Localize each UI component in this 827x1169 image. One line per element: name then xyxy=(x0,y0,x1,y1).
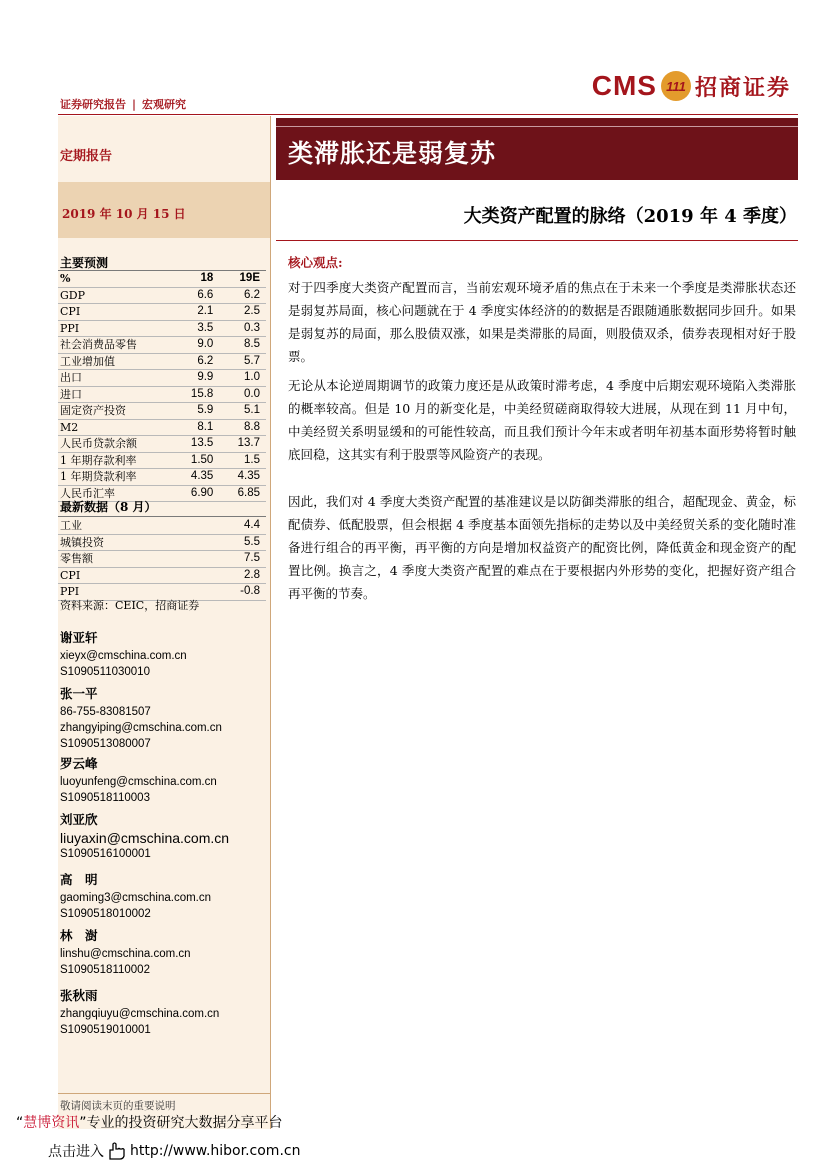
table-row xyxy=(58,452,266,469)
latest-table xyxy=(58,518,266,601)
row-label: 零售额 xyxy=(58,551,209,568)
report-subtitle: 大类资产配置的脉络（2019 年 4 季度） xyxy=(463,206,797,227)
forecast-title: 主要预测 xyxy=(60,256,109,270)
analyst-email[interactable]: xieyx@cmschina.com.cn xyxy=(60,650,187,662)
analyst-name: 谢亚轩 xyxy=(60,630,98,645)
analyst-license: S1090518110002 xyxy=(60,964,150,976)
value-18: 4.35 xyxy=(165,469,215,486)
table-row xyxy=(58,320,266,337)
value-18: 5.9 xyxy=(165,403,215,420)
promo-highlight: 慧博资讯 xyxy=(23,1115,80,1131)
table-row xyxy=(58,386,266,403)
value-19e: 6.2 xyxy=(215,287,266,304)
table-header-row xyxy=(58,271,266,287)
value-18: 3.5 xyxy=(165,320,215,337)
row-value: 4.4 xyxy=(209,518,266,534)
row-label: 人民币贷款余额 xyxy=(58,436,165,453)
value-18: 2.1 xyxy=(165,304,215,321)
table-row xyxy=(58,403,266,420)
row-value: 7.5 xyxy=(209,551,266,568)
promo-enter: 点击进入 xyxy=(48,1144,104,1160)
analyst-card xyxy=(60,686,222,752)
promo-url[interactable]: http://www.hibor.com.cn xyxy=(130,1143,301,1159)
row-label: 1 年期存款利率 xyxy=(58,452,165,469)
value-19e: 8.5 xyxy=(215,337,266,354)
row-label: 进口 xyxy=(58,386,165,403)
row-label: M2 xyxy=(58,419,165,436)
value-18: 15.8 xyxy=(165,386,215,403)
analyst-license: S1090518010002 xyxy=(60,908,151,920)
paragraph: 因此，我们对 4 季度大类资产配置的基准建议是以防御类滞胀的组合，超配现金、黄金，标配债券、低配股票，但会根据 4 季度基本面领先指标的走势以及中美经贸关系的变化随时准备进行组合的再平衡，再平衡的方向是增加权益资产的配资比例，降低黄金和现金资产的配置比例。换言之，4 季度大类资产配置的难点在于要根据内外形势的变化，把握好资产组合再平衡的节奏。 xyxy=(288,494,796,601)
analyst-card xyxy=(60,872,211,922)
value-19e: 6.85 xyxy=(215,485,266,502)
value-19e: 0.3 xyxy=(215,320,266,337)
analyst-phone: 86-755-83081507 xyxy=(60,706,151,718)
table-row xyxy=(58,419,266,436)
analyst-card xyxy=(60,988,219,1038)
cms-logo xyxy=(592,66,791,106)
row-label: CPI xyxy=(58,567,209,584)
row-value: 2.8 xyxy=(209,567,266,584)
value-18: 13.5 xyxy=(165,436,215,453)
paragraph: 对于四季度大类资产配置而言，当前宏观环境矛盾的焦点在于未来一个季度是类滞胀状态还是弱复苏局面，核心问题就在于 4 季度实体经济的的数据是否跟随通胀数据同步回升。如果是弱复苏的局面，那么股债双涨，如果是类滞胀的局面，则股债双杀，债券表现相对好于股票。 xyxy=(288,280,796,364)
paragraph: 无论从本论逆周期调节的政策力度还是从政策时滞考虑，4 季度中后期宏观环境陷入类滞胀的概率较高。但是 10 月的新变化是，中美经贸磋商取得较大进展，从现在到 11 月中旬，中美经贸关系明显缓和的可能性较高，而且我们预计今年末或者明年初基本面形势将暂时触底回稳，这其实有利于股票等风险资产的表现。 xyxy=(288,378,796,462)
value-19e: 1.0 xyxy=(215,370,266,387)
value-18: 9.9 xyxy=(165,370,215,387)
table-row xyxy=(58,551,266,568)
value-19e: 1.5 xyxy=(215,452,266,469)
table-row xyxy=(58,353,266,370)
analyst-card xyxy=(60,812,229,862)
footer-rule xyxy=(58,1093,270,1094)
analyst-license: S1090513080007 xyxy=(60,738,151,750)
logo-chinese: 招商证券 xyxy=(694,74,791,101)
header-cell: 18 xyxy=(165,271,215,287)
report-type: 定期报告 xyxy=(60,149,113,164)
analyst-name: 刘亚欣 xyxy=(60,812,98,827)
report-date: 2019 年 10 月 15 日 xyxy=(62,207,186,221)
analyst-email[interactable]: zhangqiuyu@cmschina.com.cn xyxy=(60,1008,220,1020)
analyst-card xyxy=(60,756,217,806)
table-row xyxy=(58,567,266,584)
analyst-name: 高 明 xyxy=(60,872,98,887)
row-label: 固定资产投资 xyxy=(58,403,165,420)
row-label: PPI xyxy=(58,320,165,337)
analyst-card xyxy=(60,928,191,978)
analyst-license: S1090518110003 xyxy=(60,792,150,804)
promo-quote-close: ” xyxy=(79,1115,87,1131)
disclaimer-note: 敬请阅读末页的重要说明 xyxy=(60,1100,176,1112)
analyst-email[interactable]: linshu@cmschina.com.cn xyxy=(60,948,191,960)
row-label: 工业增加值 xyxy=(58,353,165,370)
analyst-name: 张秋雨 xyxy=(60,988,98,1003)
promo-line xyxy=(16,1112,283,1132)
subtitle-rule xyxy=(276,240,798,241)
table-row xyxy=(58,370,266,387)
row-value: 5.5 xyxy=(209,534,266,551)
latest-rule xyxy=(58,516,266,517)
value-18: 6.6 xyxy=(165,287,215,304)
pointing-hand-icon xyxy=(106,1141,128,1161)
analyst-name: 罗云峰 xyxy=(60,756,98,771)
table-row xyxy=(58,304,266,321)
core-view-label: 核心观点: xyxy=(288,255,343,270)
header-cell: 19E xyxy=(215,271,266,287)
table-row xyxy=(58,469,266,486)
analyst-name: 张一平 xyxy=(60,686,98,701)
promo-text: 专业的投资研究大数据分享平台 xyxy=(86,1115,283,1131)
latest-title: 最新数据（8 月） xyxy=(60,500,157,514)
logo-latin: CMS xyxy=(591,70,657,101)
analyst-email[interactable]: luoyunfeng@cmschina.com.cn xyxy=(60,776,217,788)
row-label: 人民币汇率 xyxy=(58,485,165,502)
category-research: 证券研究报告 xyxy=(60,98,126,111)
value-19e: 5.1 xyxy=(215,403,266,420)
table-row xyxy=(58,337,266,354)
row-value: -0.8 xyxy=(209,584,266,601)
analyst-license: S1090516100001 xyxy=(60,848,151,860)
value-19e: 5.7 xyxy=(215,353,266,370)
value-19e: 2.5 xyxy=(215,304,266,321)
analyst-email[interactable]: liuyaxin@cmschina.com.cn xyxy=(60,830,230,846)
value-19e: 8.8 xyxy=(215,419,266,436)
value-18: 8.1 xyxy=(165,419,215,436)
category-macro: 宏观研究 xyxy=(142,98,187,111)
analyst-license: S1090511030010 xyxy=(60,666,150,678)
row-label: GDP xyxy=(58,287,165,304)
row-label: CPI xyxy=(58,304,165,321)
report-title: 类滞胀还是弱复苏 xyxy=(288,139,497,168)
sidebar-divider xyxy=(270,116,271,1129)
header-cell: % xyxy=(58,271,165,287)
analyst-email[interactable]: zhangyiping@cmschina.com.cn xyxy=(60,722,222,734)
row-label: 工业 xyxy=(58,518,209,534)
row-label: PPI xyxy=(58,584,209,601)
value-19e: 0.0 xyxy=(215,386,266,403)
analyst-name: 林 澍 xyxy=(60,928,98,943)
row-label: 1 年期贷款利率 xyxy=(58,469,165,486)
value-18: 6.2 xyxy=(165,353,215,370)
table-row xyxy=(58,518,266,534)
row-label: 社会消费品零售 xyxy=(58,337,165,354)
logo-mark-icon: 111 xyxy=(661,71,691,101)
analyst-email[interactable]: gaoming3@cmschina.com.cn xyxy=(60,892,212,904)
forecast-table xyxy=(58,271,266,502)
value-19e: 4.35 xyxy=(215,469,266,486)
promo-link-line xyxy=(48,1141,300,1161)
category-separator: | xyxy=(132,98,137,111)
data-source: 资料来源：CEIC，招商证券 xyxy=(60,599,200,612)
table-row xyxy=(58,436,266,453)
analyst-card xyxy=(60,630,187,680)
table-row xyxy=(58,534,266,551)
report-category xyxy=(60,96,186,112)
value-18: 6.90 xyxy=(165,485,215,502)
table-row xyxy=(58,287,266,304)
value-19e: 13.7 xyxy=(215,436,266,453)
value-18: 9.0 xyxy=(165,337,215,354)
promo-quote-open: “ xyxy=(16,1115,24,1131)
header-rule xyxy=(58,114,798,115)
analyst-license: S1090519010001 xyxy=(60,1024,151,1036)
row-label: 出口 xyxy=(58,370,165,387)
value-18: 1.50 xyxy=(165,452,215,469)
row-label: 城镇投资 xyxy=(58,534,209,551)
